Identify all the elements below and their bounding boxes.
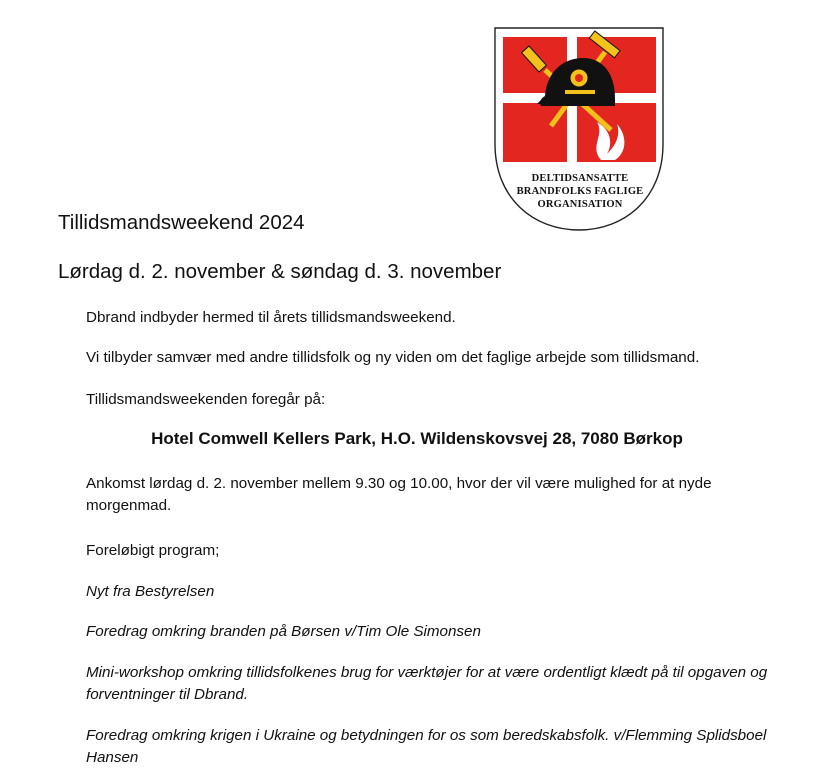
program-item: Foredrag omkring branden på Børsen v/Tim Ole Simonsen	[86, 623, 481, 640]
organisation-logo	[493, 26, 667, 234]
location-intro: Tillidsmandsweekenden foregår på:	[86, 391, 326, 408]
hotel-address: Hotel Comwell Kellers Park, H.O. Wildenskovsvej 28, 7080 Børkop	[151, 429, 683, 448]
program-item: Mini-workshop omkring tillidsfolkenes brug for værktøjer for at være ordentligt klædt på til opgaven og forventninger til Dbrand.	[86, 664, 768, 703]
program-item: Foredrag omkring krigen i Ukraine og betydningen for os som beredskabsfolk. v/Flemming Splidsboel Hansen	[86, 727, 767, 766]
logo-text-line-1: DELTIDSANSATTE	[531, 173, 629, 184]
program-label: Foreløbigt program;	[86, 542, 220, 559]
invite-paragraph: Dbrand indbyder hermed til årets tillidsmandsweekend.	[86, 309, 456, 326]
event-dates: Lørdag d. 2. november & søndag d. 3. november	[58, 260, 502, 283]
logo-text-line-2: BRANDFOLKS FAGLIGE	[516, 186, 644, 197]
program-item: Nyt fra Bestyrelsen	[86, 583, 215, 600]
offer-paragraph: Vi tilbyder samvær med andre tillidsfolk og ny viden om det faglige arbejde som tillidsmand.	[86, 349, 700, 366]
logo-text-line-3: ORGANISATION	[537, 199, 623, 210]
page-title: Tillidsmandsweekend 2024	[58, 211, 305, 234]
arrival-paragraph: Ankomst lørdag d. 2. november mellem 9.30 og 10.00, hvor der vil være mulighed for at nyde morgenmad.	[86, 475, 712, 514]
